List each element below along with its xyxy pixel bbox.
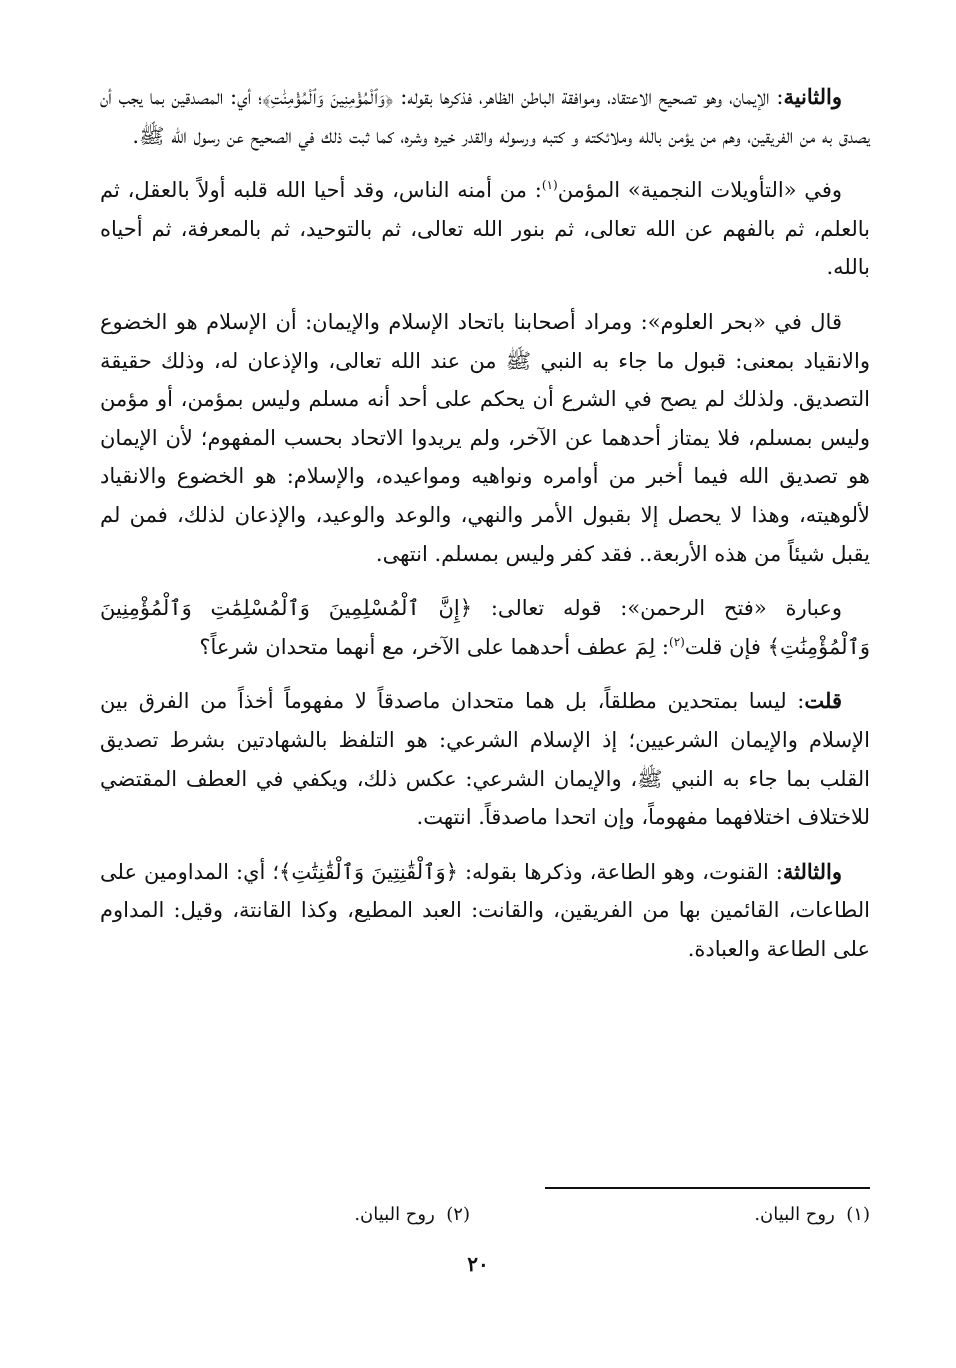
paragraph-second-iman bbox=[100, 78, 870, 155]
footnote-number: (٢) bbox=[446, 1204, 470, 1225]
footnote-divider bbox=[545, 1187, 870, 1189]
paragraph-text: وعبارة «فتح الرحمن»: قوله تعالى: ﴿إِنَّ ٱلْمُسْلِمِينَ وَٱلْمُسْلِمَٰتِ وَٱلْمُؤْمِنِينَ وَٱلْمُؤْمِنَٰتِ﴾ فإن قلت bbox=[100, 596, 870, 659]
footnote-text: روح البيان. bbox=[754, 1204, 835, 1225]
paragraph-text: : الإيمان، وهو تصحيح الاعتقاد، وموافقة الباطن الظاهر، فذكرها بقوله: ﴿وَٱلْمُؤْمِنِينَ وَٱلْمُؤْمِنَٰتِ﴾؛ أي: المصدقين بما يجب أن يصدق به من الفريقين، وهم من يؤمن بالله وملائكته و كتبه ورسوله والقدر خيره وشره، كما ثبت ذلك في الصحيح عن رسول الله ﷺ. bbox=[100, 85, 870, 148]
footnote-text: روح البيان. bbox=[354, 1204, 435, 1225]
footnote-number: (١) bbox=[846, 1204, 870, 1225]
footnote-marker[interactable]: (١) bbox=[541, 178, 558, 193]
paragraph-lead-word: والثالثة bbox=[782, 858, 842, 884]
paragraph-text: : ليسا بمتحدين مطلقاً، بل هما متحدان ماصدقاً لا مفهوماً أخذاً من الفرق بين الإسلام والإيمان الشرعيين؛ إذ الإسلام الشرعي: هو التلفظ بالشهادتين بشرط تصديق القلب بما جاء به النبي ﷺ، والإيمان الشرعي: عكس ذلك، ويكفي في العطف المقتضي للاختلاف اختلافهما مفهوماً، وإن اتحدا ماصدقاً. انتهت. bbox=[100, 689, 870, 830]
page-number: ٢٠ bbox=[467, 1252, 489, 1276]
paragraph-text: : من أمنه الناس، وقد أحيا الله قلبه أولاً بالعقل، ثم بالعلم، ثم بالفهم عن الله تعالى، ثم بنور الله تعالى، ثم بالتوحيد، ثم بالمعرفة، ثم أحياه بالله. bbox=[100, 178, 870, 280]
paragraph-third-qunut bbox=[100, 853, 870, 969]
paragraph-lead-word: والثانية bbox=[783, 84, 842, 109]
paragraph-fath-al-rahman bbox=[100, 589, 870, 666]
page-body bbox=[100, 78, 870, 984]
footnote-marker[interactable]: (٢) bbox=[669, 634, 685, 649]
paragraph-text: : لِمَ عطف أحدهما على الآخر، مع أنهما متحدان شرعاً؟ bbox=[199, 634, 669, 659]
footnote-1 bbox=[754, 1200, 870, 1230]
footnote-2 bbox=[354, 1200, 470, 1230]
paragraph-tawilat bbox=[100, 171, 870, 287]
paragraph-qultu bbox=[100, 682, 870, 836]
paragraph-text: قال في «بحر العلوم»: ومراد أصحابنا باتحاد الإسلام والإيمان: أن الإسلام هو الخضوع والانقياد بمعنى: قبول ما جاء به النبي ﷺ من عند الله تعالى، والإذعان له، وذلك حقيقة التصديق. ولذلك لم يصح في الشرع أن يحكم على أحد أنه مسلم وليس بمؤمن، أو مؤمن وليس بمسلم، فلا يمتاز أحدهما عن الآخر، ولم يريدوا الاتحاد بحسب المفهوم؛ لأن الإيمان هو تصديق الله فيما أخبر من أوامره ونواهيه ومواعيده، والإسلام: هو الخضوع والانقياد لألوهيته، وهذا لا يحصل إلا بقبول الأمر والنهي، والوعد والوعيد، والإذعان لذلك، فمن لم يقبل شيئاً من هذه الأربعة.. فقد كفر وليس بمسلم. انتهى. bbox=[100, 309, 870, 566]
paragraph-bahr-al-ulum bbox=[100, 303, 870, 573]
paragraph-text: وفي «التأويلات النجمية» المؤمن bbox=[557, 178, 842, 203]
paragraph-text: : القنوت، وهو الطاعة، وذكرها بقوله: ﴿وَٱلْقَٰنِتِينَ وَٱلْقَٰنِتَٰتِ﴾؛ أي: المداومين على الطاعات، القائمين بها من الفريقين، والقانت: العبد المطيع، وكذا القانتة، وقيل: المداوم على الطاعة والعبادة. bbox=[100, 859, 870, 961]
paragraph-lead-word: قلت bbox=[804, 688, 842, 714]
